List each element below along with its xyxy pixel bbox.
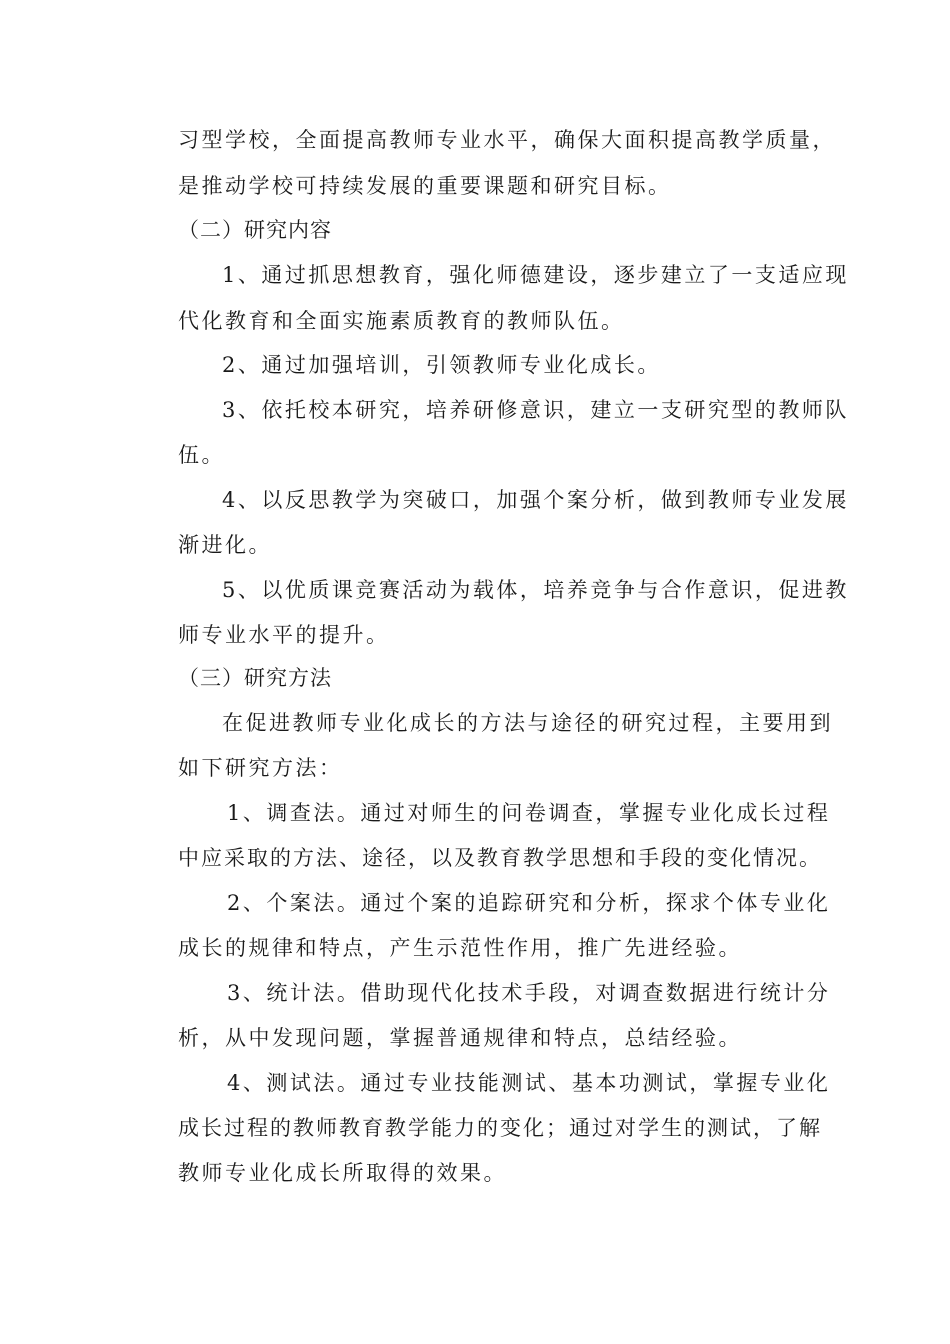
- paragraph-line: 代化教育和全面实施素质教育的教师队伍。: [178, 309, 625, 333]
- paragraph-line: 中应采取的方法、途径，以及教育教学思想和手段的变化情况。: [178, 846, 822, 870]
- paragraph-line: 析，从中发现问题，掌握普通规律和特点，总结经验。: [178, 1026, 742, 1050]
- paragraph-line: 是推动学校可持续发展的重要课题和研究目标。: [178, 174, 672, 198]
- paragraph-line: 如下研究方法：: [178, 756, 343, 780]
- list-item: 2、个案法。通过个案的追踪研究和分析，探求个体专业化: [227, 891, 831, 915]
- paragraph-line: 师专业水平的提升。: [178, 623, 390, 647]
- paragraph-line: 渐进化。: [178, 533, 272, 557]
- list-item: 2、通过加强培训，引领教师专业化成长。: [222, 353, 661, 377]
- paragraph-line: 教师专业化成长所取得的效果。: [178, 1161, 507, 1185]
- list-item: 1、调查法。通过对师生的问卷调查，掌握专业化成长过程: [227, 801, 831, 825]
- list-item: 1、通过抓思想教育，强化师德建设，逐步建立了一支适应现: [222, 263, 849, 287]
- paragraph-line: 习型学校，全面提高教师专业水平，确保大面积提高教学质量，: [178, 128, 836, 152]
- section-heading-research-content: （二）研究内容: [178, 218, 332, 242]
- paragraph-line: 伍。: [178, 443, 225, 467]
- section-heading-research-method: （三）研究方法: [178, 666, 332, 690]
- list-item: 4、测试法。通过专业技能测试、基本功测试，掌握专业化: [227, 1071, 831, 1095]
- paragraph-line: 在促进教师专业化成长的方法与途径的研究过程，主要用到: [222, 711, 833, 735]
- list-item: 3、依托校本研究，培养研修意识，建立一支研究型的教师队: [222, 398, 849, 422]
- paragraph-line: 成长过程的教师教育教学能力的变化；通过对学生的测试，了解: [178, 1116, 822, 1140]
- list-item: 4、以反思教学为突破口，加强个案分析，做到教师专业发展: [222, 488, 849, 512]
- paragraph-line: 成长的规律和特点，产生示范性作用，推广先进经验。: [178, 936, 742, 960]
- list-item: 5、以优质课竞赛活动为载体，培养竞争与合作意识，促进教: [222, 578, 849, 602]
- list-item: 3、统计法。借助现代化技术手段，对调查数据进行统计分: [227, 981, 831, 1005]
